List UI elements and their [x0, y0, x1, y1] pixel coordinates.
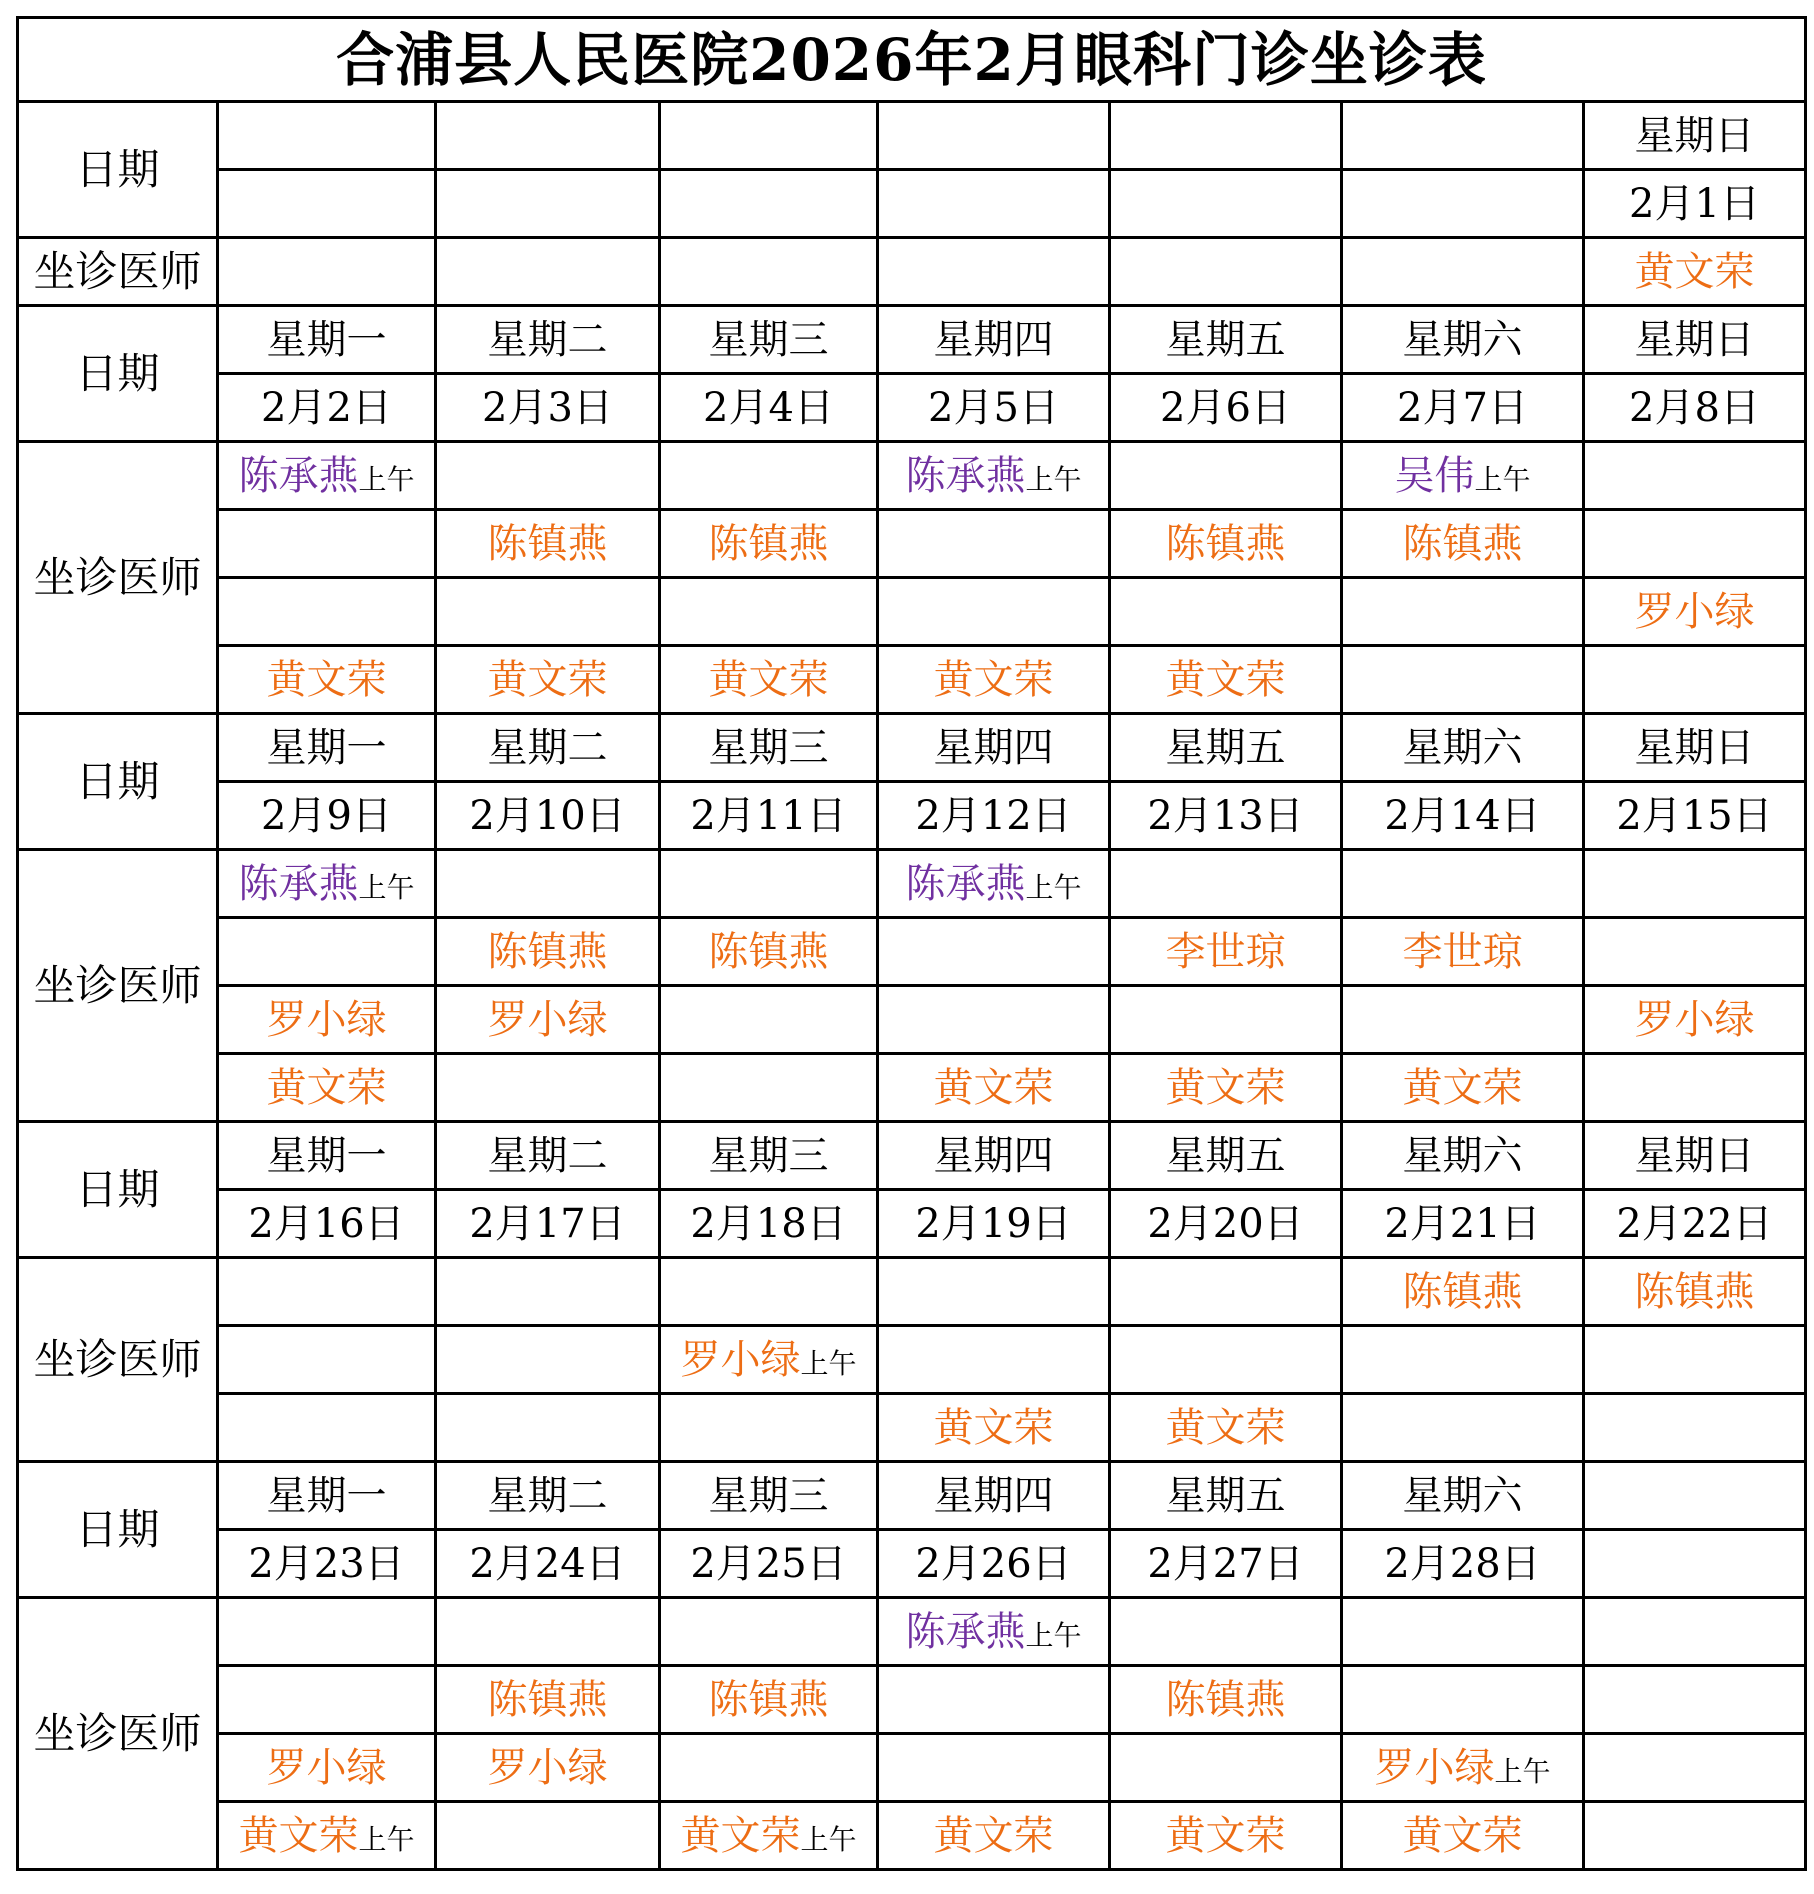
doctor-cell: [878, 238, 1110, 306]
doctor-cell: [1110, 1394, 1342, 1462]
date-cell: 2月20日: [1110, 1190, 1342, 1258]
doctor-name: 陈镇燕: [708, 928, 829, 975]
date-cell: 2月15日: [1584, 782, 1806, 850]
weekday-cell: 星期日: [1584, 306, 1806, 374]
doctor-cell: [1110, 442, 1342, 510]
doctor-row: [18, 238, 1806, 306]
doctor-cell: [660, 578, 878, 646]
doctor-cell: [1584, 850, 1806, 918]
page-title: 合浦县人民医院2026年2月眼科门诊坐诊表: [18, 18, 1806, 102]
doctor-row: [18, 578, 1806, 646]
doctor-cell: [660, 510, 878, 578]
doctor-name: 陈镇燕: [708, 520, 829, 567]
date-row-label: 日期: [18, 102, 218, 238]
doctor-cell: [1342, 1802, 1584, 1870]
doctor-cell: [436, 1258, 660, 1326]
date-cell: 2月18日: [660, 1190, 878, 1258]
doctor-cell: [436, 1054, 660, 1122]
doctor-cell: [436, 1734, 660, 1802]
doctor-cell: [1342, 918, 1584, 986]
doctor-cell: [878, 918, 1110, 986]
date-row: [18, 374, 1806, 442]
weekday-cell: 星期五: [1110, 1122, 1342, 1190]
doctor-cell: [436, 1598, 660, 1666]
date-cell: 2月8日: [1584, 374, 1806, 442]
doctor-name: 罗小绿: [1634, 996, 1755, 1043]
weekday-cell: 星期一: [218, 1122, 436, 1190]
date-cell: 2月21日: [1342, 1190, 1584, 1258]
weekday-cell: [878, 102, 1110, 170]
weekday-cell: [1110, 102, 1342, 170]
doctor-cell: [1584, 1054, 1806, 1122]
date-cell: [218, 170, 436, 238]
doctor-cell: [1342, 1598, 1584, 1666]
doctor-cell: [1342, 850, 1584, 918]
doctor-cell: [660, 1734, 878, 1802]
doctor-cell: [218, 1802, 436, 1870]
date-cell: 2月23日: [218, 1530, 436, 1598]
doctor-cell: [1584, 1326, 1806, 1394]
doctor-name: 黄文荣: [1634, 248, 1755, 295]
date-cell: 2月28日: [1342, 1530, 1584, 1598]
date-cell: 2月11日: [660, 782, 878, 850]
doctor-cell: [436, 646, 660, 714]
schedule-table: [16, 16, 1807, 1871]
doctor-name: 吴伟: [1394, 452, 1475, 499]
date-cell: 2月12日: [878, 782, 1110, 850]
doctor-cell: [660, 918, 878, 986]
doctor-cell: [218, 1734, 436, 1802]
doctor-cell: [1110, 850, 1342, 918]
date-row-label: 日期: [18, 306, 218, 442]
doctor-cell: [1110, 646, 1342, 714]
doctor-cell: [1110, 986, 1342, 1054]
doctor-cell: [436, 238, 660, 306]
date-cell: 2月17日: [436, 1190, 660, 1258]
doctor-cell: [1584, 238, 1806, 306]
doctor-name: 黄文荣: [1165, 656, 1286, 703]
doctor-name: 陈镇燕: [487, 1676, 608, 1723]
doctor-row-label: 坐诊医师: [18, 238, 218, 306]
doctor-name: 黄文荣: [1402, 1064, 1523, 1111]
date-cell: 2月27日: [1110, 1530, 1342, 1598]
doctor-cell: [1584, 646, 1806, 714]
doctor-cell: [660, 850, 878, 918]
weekday-cell: [660, 102, 878, 170]
date-cell: 2月26日: [878, 1530, 1110, 1598]
weekday-row: [18, 306, 1806, 374]
weekday-cell: 星期四: [878, 1462, 1110, 1530]
doctor-cell: [878, 442, 1110, 510]
weekday-cell: [218, 102, 436, 170]
doctor-name: 陈镇燕: [1402, 1268, 1523, 1315]
doctor-row-label: 坐诊医师: [18, 850, 218, 1122]
session-note: 上午: [358, 1822, 415, 1856]
weekday-cell: [1584, 1462, 1806, 1530]
doctor-cell: [660, 646, 878, 714]
doctor-cell: [218, 238, 436, 306]
doctor-row: [18, 1054, 1806, 1122]
doctor-name: 黄文荣: [1402, 1812, 1523, 1859]
doctor-cell: [1584, 918, 1806, 986]
session-note: 上午: [1025, 462, 1082, 496]
doctor-cell: [1110, 1326, 1342, 1394]
doctor-cell: [436, 1326, 660, 1394]
doctor-name: 罗小绿: [1634, 588, 1755, 635]
doctor-cell: [218, 1666, 436, 1734]
weekday-row: [18, 1462, 1806, 1530]
doctor-name: 李世琼: [1402, 928, 1523, 975]
doctor-cell: [1342, 442, 1584, 510]
doctor-row: [18, 918, 1806, 986]
doctor-cell: [1110, 1598, 1342, 1666]
doctor-cell: [1584, 1258, 1806, 1326]
date-cell: 2月2日: [218, 374, 436, 442]
doctor-cell: [218, 646, 436, 714]
doctor-cell: [218, 1394, 436, 1462]
doctor-cell: [218, 1598, 436, 1666]
doctor-cell: [1110, 578, 1342, 646]
weekday-cell: 星期六: [1342, 714, 1584, 782]
doctor-cell: [1584, 578, 1806, 646]
doctor-cell: [1342, 1394, 1584, 1462]
date-cell: [1584, 1530, 1806, 1598]
doctor-name: 陈镇燕: [1634, 1268, 1755, 1315]
weekday-row: [18, 714, 1806, 782]
doctor-cell: [1584, 1734, 1806, 1802]
doctor-name: 罗小绿: [487, 996, 608, 1043]
doctor-cell: [436, 578, 660, 646]
doctor-name: 陈镇燕: [1165, 1676, 1286, 1723]
doctor-cell: [1110, 1054, 1342, 1122]
weekday-cell: 星期五: [1110, 306, 1342, 374]
date-cell: 2月16日: [218, 1190, 436, 1258]
doctor-row: [18, 986, 1806, 1054]
doctor-cell: [218, 442, 436, 510]
doctor-cell: [660, 1666, 878, 1734]
weekday-cell: 星期三: [660, 1122, 878, 1190]
doctor-row: [18, 1258, 1806, 1326]
doctor-cell: [1110, 1802, 1342, 1870]
doctor-cell: [1342, 1054, 1584, 1122]
date-cell: 2月13日: [1110, 782, 1342, 850]
doctor-name: 陈承燕: [238, 860, 359, 907]
session-note: 上午: [1025, 870, 1082, 904]
doctor-name: 黄文荣: [238, 1812, 359, 1859]
doctor-cell: [660, 1802, 878, 1870]
doctor-cell: [1110, 1734, 1342, 1802]
session-note: 上午: [800, 1346, 857, 1380]
doctor-name: 黄文荣: [933, 1064, 1054, 1111]
doctor-name: 黄文荣: [933, 1404, 1054, 1451]
weekday-cell: 星期二: [436, 306, 660, 374]
doctor-cell: [436, 850, 660, 918]
doctor-row-label: 坐诊医师: [18, 1598, 218, 1870]
doctor-cell: [436, 442, 660, 510]
doctor-cell: [1342, 238, 1584, 306]
doctor-name: 陈承燕: [905, 452, 1026, 499]
doctor-cell: [660, 1326, 878, 1394]
doctor-cell: [1342, 646, 1584, 714]
weekday-row: [18, 102, 1806, 170]
session-note: 上午: [1494, 1754, 1551, 1788]
date-cell: 2月6日: [1110, 374, 1342, 442]
doctor-name: 黄文荣: [708, 656, 829, 703]
doctor-name: 罗小绿: [487, 1744, 608, 1791]
weekday-row: [18, 1122, 1806, 1190]
doctor-cell: [218, 1054, 436, 1122]
doctor-name: 陈镇燕: [1402, 520, 1523, 567]
doctor-cell: [878, 1054, 1110, 1122]
doctor-cell: [1584, 986, 1806, 1054]
doctor-row: [18, 1326, 1806, 1394]
doctor-name: 黄文荣: [933, 1812, 1054, 1859]
doctor-cell: [878, 1666, 1110, 1734]
date-cell: 2月5日: [878, 374, 1110, 442]
doctor-name: 陈镇燕: [708, 1676, 829, 1723]
doctor-cell: [1584, 1802, 1806, 1870]
date-cell: 2月19日: [878, 1190, 1110, 1258]
doctor-name: 黄文荣: [487, 656, 608, 703]
doctor-cell: [1584, 1666, 1806, 1734]
doctor-cell: [1342, 578, 1584, 646]
date-cell: 2月7日: [1342, 374, 1584, 442]
session-note: 上午: [800, 1822, 857, 1856]
doctor-cell: [218, 578, 436, 646]
doctor-name: 陈镇燕: [487, 928, 608, 975]
doctor-cell: [436, 1802, 660, 1870]
doctor-row-label: 坐诊医师: [18, 442, 218, 714]
doctor-row: [18, 442, 1806, 510]
doctor-cell: [660, 986, 878, 1054]
weekday-cell: 星期一: [218, 714, 436, 782]
weekday-cell: 星期二: [436, 1122, 660, 1190]
doctor-name: 黄文荣: [1165, 1404, 1286, 1451]
doctor-cell: [1342, 1666, 1584, 1734]
weekday-cell: 星期一: [218, 306, 436, 374]
weekday-cell: 星期六: [1342, 306, 1584, 374]
doctor-cell: [878, 1734, 1110, 1802]
doctor-cell: [878, 646, 1110, 714]
doctor-name: 黄文荣: [1165, 1064, 1286, 1111]
date-cell: 2月22日: [1584, 1190, 1806, 1258]
doctor-cell: [218, 1258, 436, 1326]
doctor-cell: [436, 1666, 660, 1734]
doctor-cell: [1110, 1258, 1342, 1326]
doctor-cell: [1584, 1394, 1806, 1462]
doctor-cell: [1110, 510, 1342, 578]
doctor-cell: [878, 1598, 1110, 1666]
doctor-cell: [436, 986, 660, 1054]
doctor-cell: [1584, 510, 1806, 578]
date-cell: 2月9日: [218, 782, 436, 850]
doctor-name: 陈承燕: [905, 860, 1026, 907]
doctor-name: 陈镇燕: [487, 520, 608, 567]
date-row: [18, 1190, 1806, 1258]
doctor-name: 黄文荣: [1165, 1812, 1286, 1859]
date-row: [18, 782, 1806, 850]
date-cell: 2月1日: [1584, 170, 1806, 238]
doctor-name: 李世琼: [1165, 928, 1286, 975]
date-cell: [878, 170, 1110, 238]
doctor-cell: [1584, 1598, 1806, 1666]
weekday-cell: 星期日: [1584, 714, 1806, 782]
weekday-cell: 星期四: [878, 306, 1110, 374]
doctor-cell: [878, 986, 1110, 1054]
doctor-cell: [660, 1394, 878, 1462]
doctor-cell: [660, 1054, 878, 1122]
date-row-label: 日期: [18, 714, 218, 850]
date-cell: 2月10日: [436, 782, 660, 850]
weekday-cell: 星期日: [1584, 1122, 1806, 1190]
date-row-label: 日期: [18, 1462, 218, 1598]
doctor-cell: [660, 1258, 878, 1326]
doctor-cell: [878, 1326, 1110, 1394]
doctor-name: 黄文荣: [266, 1064, 387, 1111]
doctor-cell: [878, 1802, 1110, 1870]
doctor-name: 罗小绿: [266, 1744, 387, 1791]
doctor-row-label: 坐诊医师: [18, 1258, 218, 1462]
session-note: 上午: [358, 462, 415, 496]
doctor-cell: [878, 1258, 1110, 1326]
weekday-cell: 星期日: [1584, 102, 1806, 170]
doctor-name: 黄文荣: [933, 656, 1054, 703]
weekday-cell: 星期一: [218, 1462, 436, 1530]
doctor-cell: [1342, 1258, 1584, 1326]
doctor-row: [18, 1598, 1806, 1666]
doctor-row: [18, 510, 1806, 578]
doctor-row: [18, 646, 1806, 714]
doctor-row: [18, 1802, 1806, 1870]
doctor-row: [18, 1394, 1806, 1462]
doctor-cell: [878, 578, 1110, 646]
doctor-name: 陈承燕: [905, 1608, 1026, 1655]
doctor-name: 陈承燕: [238, 452, 359, 499]
date-cell: [1110, 170, 1342, 238]
doctor-cell: [436, 1394, 660, 1462]
doctor-cell: [660, 1598, 878, 1666]
doctor-cell: [218, 918, 436, 986]
doctor-cell: [218, 1326, 436, 1394]
doctor-cell: [878, 850, 1110, 918]
weekday-cell: 星期三: [660, 306, 878, 374]
doctor-cell: [1342, 1326, 1584, 1394]
doctor-name: 罗小绿: [266, 996, 387, 1043]
date-cell: [436, 170, 660, 238]
weekday-cell: 星期三: [660, 714, 878, 782]
date-cell: 2月4日: [660, 374, 878, 442]
doctor-cell: [436, 918, 660, 986]
doctor-cell: [878, 510, 1110, 578]
date-cell: [660, 170, 878, 238]
weekday-cell: 星期二: [436, 714, 660, 782]
weekday-cell: 星期六: [1342, 1462, 1584, 1530]
session-note: 上午: [1474, 462, 1531, 496]
weekday-cell: 星期四: [878, 1122, 1110, 1190]
doctor-cell: [878, 1394, 1110, 1462]
weekday-cell: 星期六: [1342, 1122, 1584, 1190]
doctor-cell: [218, 510, 436, 578]
doctor-cell: [1342, 1734, 1584, 1802]
doctor-cell: [1342, 986, 1584, 1054]
weekday-cell: 星期五: [1110, 1462, 1342, 1530]
doctor-row: [18, 1666, 1806, 1734]
weekday-cell: [436, 102, 660, 170]
date-cell: 2月24日: [436, 1530, 660, 1598]
date-cell: 2月14日: [1342, 782, 1584, 850]
date-row: [18, 170, 1806, 238]
date-row: [18, 1530, 1806, 1598]
weekday-cell: 星期二: [436, 1462, 660, 1530]
doctor-cell: [660, 442, 878, 510]
doctor-cell: [1342, 510, 1584, 578]
weekday-cell: [1342, 102, 1584, 170]
doctor-cell: [218, 986, 436, 1054]
doctor-cell: [1110, 918, 1342, 986]
doctor-row: [18, 1734, 1806, 1802]
doctor-cell: [218, 850, 436, 918]
doctor-name: 陈镇燕: [1165, 520, 1286, 567]
doctor-cell: [1584, 442, 1806, 510]
date-cell: [1342, 170, 1584, 238]
doctor-row: [18, 850, 1806, 918]
doctor-cell: [660, 238, 878, 306]
session-note: 上午: [1025, 1618, 1082, 1652]
doctor-name: 罗小绿: [680, 1336, 801, 1383]
date-cell: 2月25日: [660, 1530, 878, 1598]
session-note: 上午: [358, 870, 415, 904]
doctor-cell: [1110, 1666, 1342, 1734]
date-cell: 2月3日: [436, 374, 660, 442]
doctor-name: 黄文荣: [266, 656, 387, 703]
weekday-cell: 星期四: [878, 714, 1110, 782]
date-row-label: 日期: [18, 1122, 218, 1258]
doctor-cell: [436, 510, 660, 578]
doctor-cell: [1110, 238, 1342, 306]
weekday-cell: 星期五: [1110, 714, 1342, 782]
weekday-cell: 星期三: [660, 1462, 878, 1530]
doctor-name: 罗小绿: [1374, 1744, 1495, 1791]
doctor-name: 黄文荣: [680, 1812, 801, 1859]
